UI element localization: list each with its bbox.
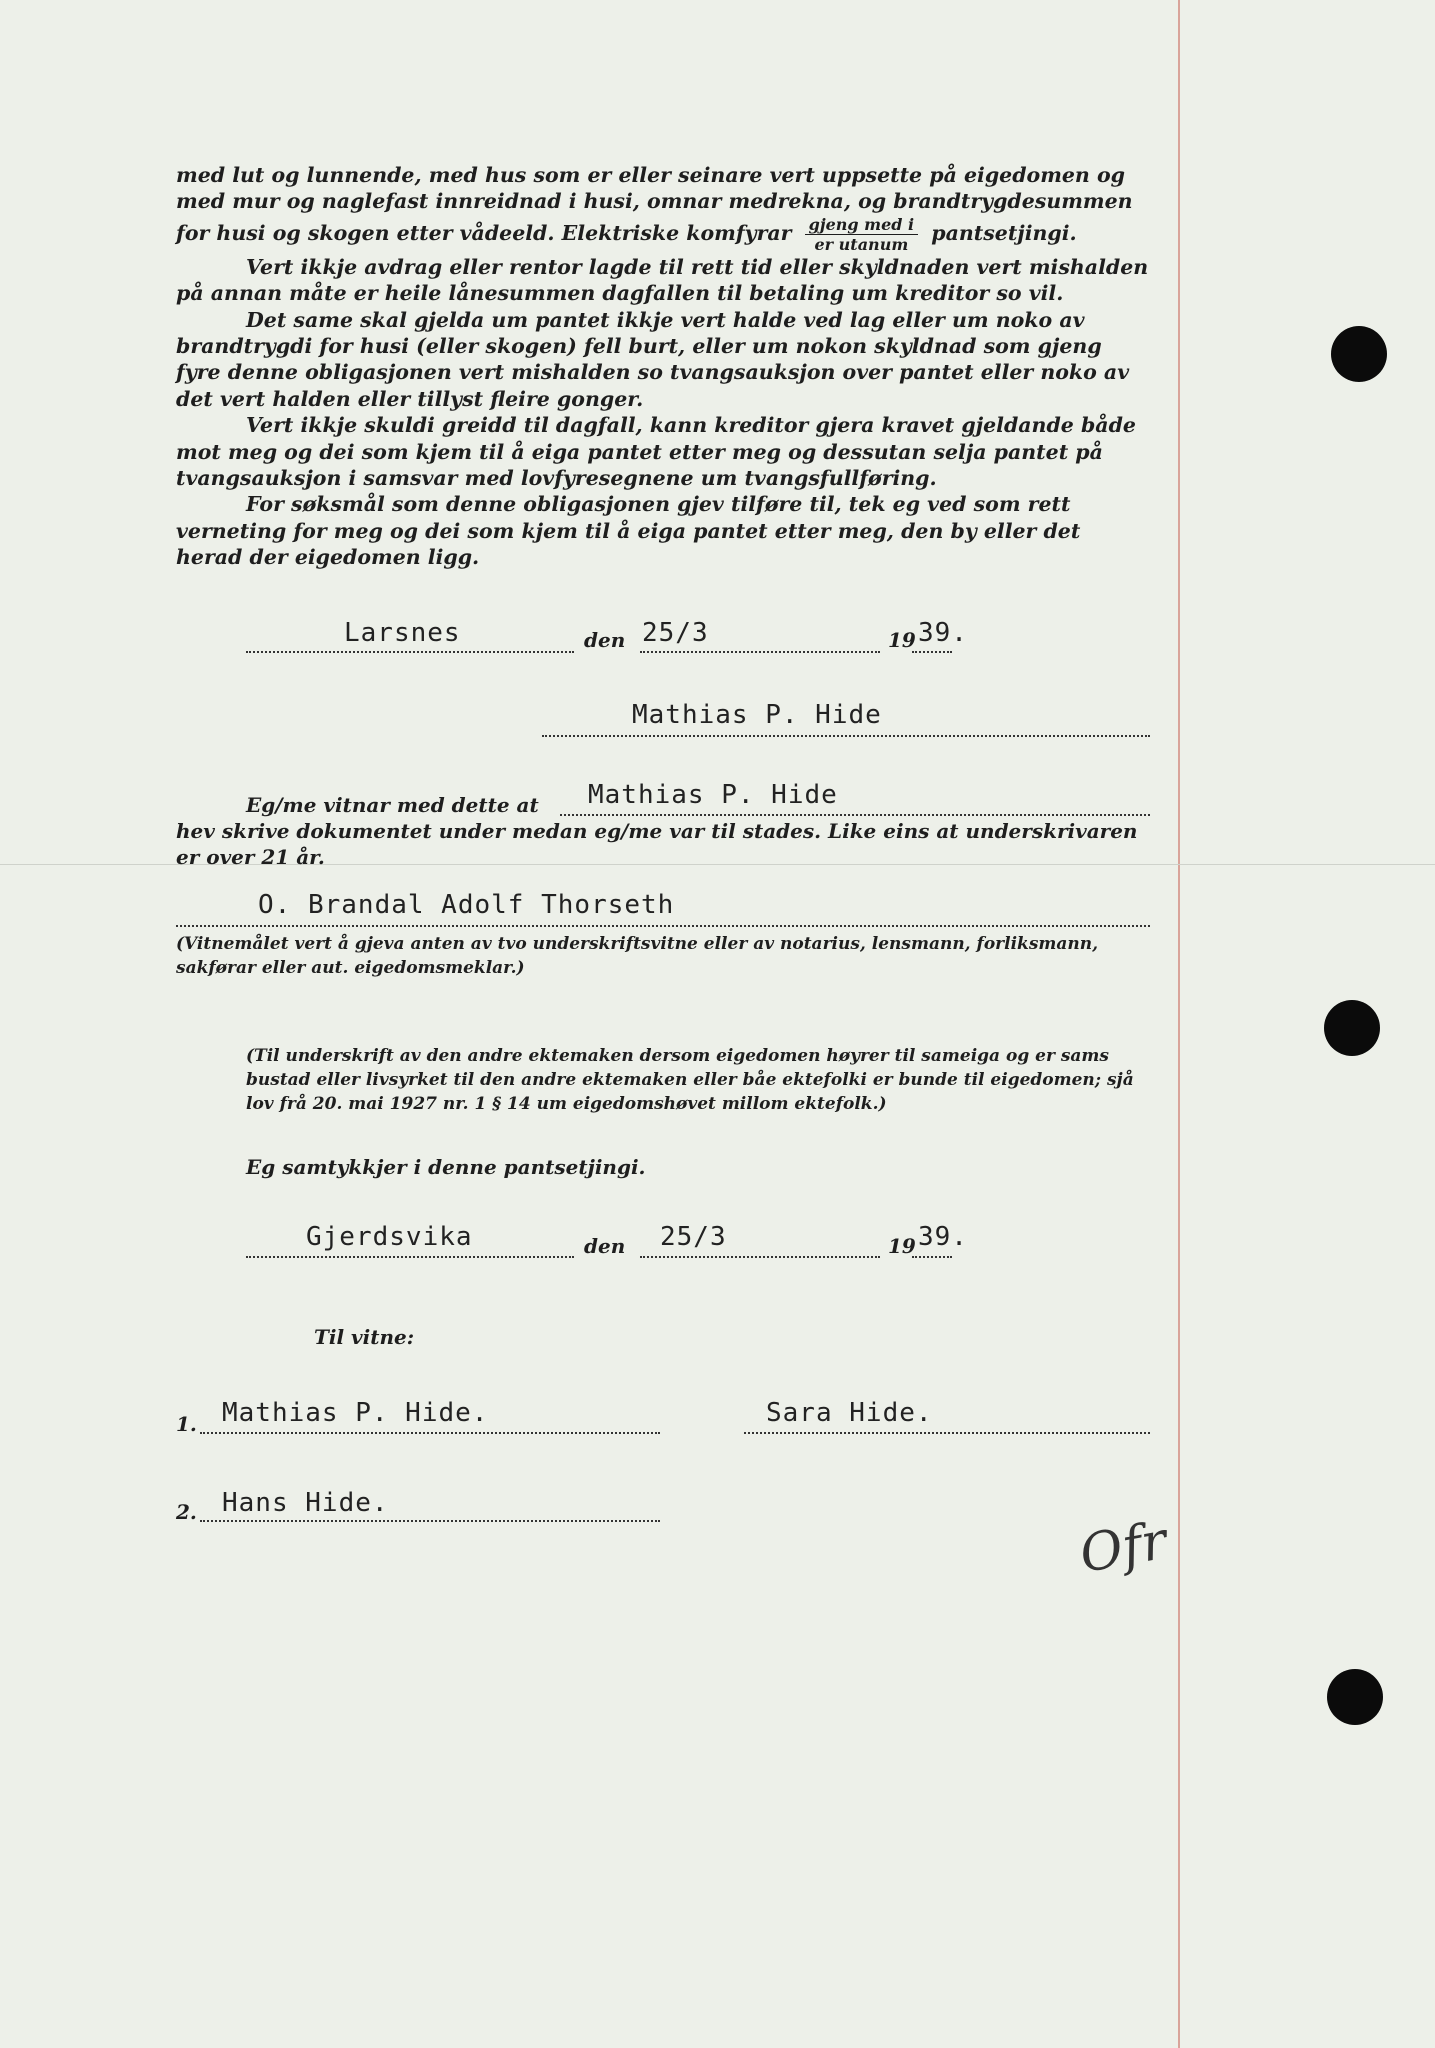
- stove-option-fraction: [805, 215, 919, 254]
- spouse-signature: Sara Hide.: [766, 1398, 933, 1428]
- punch-hole-top: [1331, 326, 1387, 382]
- clause-paragraph-2: Vert ikkje avdrag eller rentor lagde til rett tid eller skyldnaden vert mishalden på annan måte er heile lånesummen dagfallen til betaling um kreditor so vil.: [176, 254, 1149, 306]
- witness-1-number: 1.: [176, 1412, 197, 1436]
- witness-2-number: 2.: [176, 1500, 197, 1524]
- year-prefix-2: 19: [888, 1234, 916, 1258]
- witness-1-line: [200, 1432, 660, 1434]
- signer-name: Mathias P. Hide: [632, 700, 882, 730]
- clerk-initials: Ofr: [1075, 1510, 1172, 1586]
- spouse-signature-line: [744, 1432, 1150, 1434]
- consent-statement: Eg samtykkjer i denne pantsetjingi.: [246, 1155, 646, 1179]
- witness-1-name: Mathias P. Hide.: [222, 1398, 489, 1428]
- mortgage-clause-text: [176, 162, 1150, 571]
- signer-line: [542, 735, 1150, 737]
- den-label-2: den: [584, 1234, 626, 1258]
- witness-statement-line: [560, 814, 1150, 816]
- til-vitne-label: Til vitne:: [314, 1325, 415, 1349]
- fraction-top: gjeng med i: [805, 215, 919, 235]
- clause-paragraph-3: Det same skal gjelda um pantet ikkje vert halde ved lag eller um noko av brandtrygdi for husi (eller skogen) fell burt, eller um nokon skyldnad som gjeng fyre denne obligasjonen vert mishalden so tvangsauksjon over pantet eller noko av det vert halden eller tillyst fleire gonger.: [176, 307, 1130, 411]
- witness-statement-text: hev skrive dokumentet under medan eg/me var til stades. Like eins at underskrivaren er over 21 år.: [176, 819, 1138, 869]
- signing-date-1: 25/3: [642, 618, 709, 648]
- den-label-1: den: [584, 628, 626, 652]
- clause-paragraph-5: For søksmål som denne obligasjonen gjev tilføre til, tek eg ved som rett verneting for meg og dei som kjem til å eiga pantet etter meg, den by eller det herad der eigedomen ligg.: [176, 492, 1081, 570]
- witness-2-name: Hans Hide.: [222, 1488, 389, 1518]
- witness-2-line: [200, 1520, 660, 1522]
- witnesses-line: [176, 925, 1150, 927]
- punch-hole-bottom: [1327, 1669, 1383, 1725]
- year-suffix-2: 39.: [918, 1222, 968, 1252]
- clause-p1-text: med lut og lunnende, med hus som er eller seinare vert uppsette på eigedomen og med mur og naglefast innreidnad i husi, omnar medrekna, og brandtrygdesummen for husi og skogen etter vådeeld. Elektriske komfyrar: [176, 163, 1133, 245]
- place-line-2: [246, 1256, 574, 1258]
- signing-place-2: Gjerdsvika: [306, 1222, 473, 1252]
- fraction-bottom: er utanum: [814, 234, 909, 254]
- year-prefix-1: 19: [888, 628, 916, 652]
- place-line-1: [246, 651, 574, 653]
- signing-date-2: 25/3: [660, 1222, 727, 1252]
- year-line-1: [912, 651, 952, 653]
- spouse-note: (Til underskrift av den andre ektemaken dersom eigedomen høyrer til sameiga og er sams bustad eller livsyrket til den andre ektemaken eller båe ektefolki er bunde til eigedomen; sjå lov frå 20. mai 1927 nr. 1 § 14 um eigedomshøvet millom ektefolk.): [246, 1046, 1134, 1114]
- year-line-2: [912, 1256, 952, 1258]
- year-suffix-1: 39.: [918, 618, 968, 648]
- witness-statement-lead: Eg/me vitnar med dette at: [246, 793, 539, 817]
- date-line-2: [640, 1256, 880, 1258]
- clause-p1-end: pantsetjingi.: [931, 220, 1077, 245]
- clause-paragraph-4: Vert ikkje skuldi greidd til dagfall, kann kreditor gjera kravet gjeldande både mot meg og dei som kjem til å eiga pantet etter meg og dessutan selja pantet på tvangsauksjon i samsvar med lovfyresegnene um tvangsfullføring.: [176, 413, 1136, 491]
- witnesses-typed: O. Brandal Adolf Thorseth: [258, 890, 675, 920]
- witness-statement-name: Mathias P. Hide: [588, 780, 838, 810]
- signing-place-1: Larsnes: [344, 618, 461, 648]
- punch-hole-middle: [1324, 1000, 1380, 1056]
- date-line-1: [640, 651, 880, 653]
- clause-paragraph-1: [176, 162, 1150, 254]
- red-margin-line: [1178, 0, 1180, 2048]
- witness-note: (Vitnemålet vert å gjeva anten av tvo underskriftsvitne eller av notarius, lensmann, forliksmann, sakførar eller aut. eigedomsmeklar.): [176, 934, 1099, 978]
